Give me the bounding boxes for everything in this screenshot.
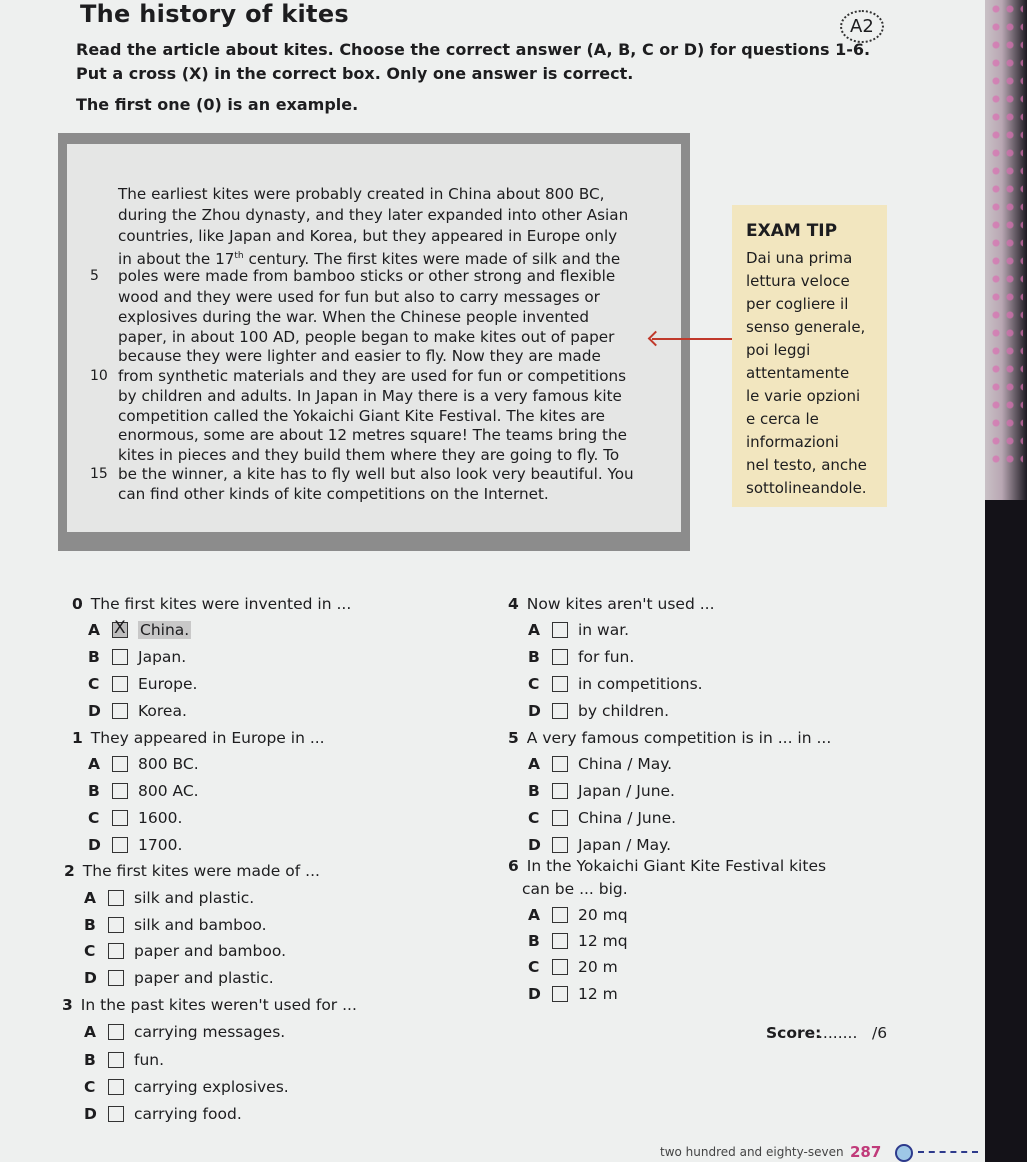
article-line: can find other kinds of kite competitions on the Internet.: [118, 485, 549, 503]
exam-tip-line: lettura veloce: [746, 272, 850, 290]
question-5: [508, 729, 831, 747]
option-0d[interactable]: [88, 702, 187, 720]
option-letter: A: [88, 621, 100, 639]
option-text: 20 m: [578, 958, 618, 976]
article-line: in about the 17th century. The first kites were made of silk and the: [118, 250, 621, 269]
option-text: silk and plastic.: [134, 889, 255, 907]
option-6c[interactable]: [528, 958, 618, 976]
option-letter: D: [88, 702, 101, 720]
option-text: paper and plastic.: [134, 969, 274, 987]
question-4: [508, 595, 715, 613]
score-total: /6: [872, 1024, 888, 1042]
answer-checkbox[interactable]: [108, 970, 124, 986]
answer-checkbox[interactable]: [108, 917, 124, 933]
article-line: be the winner, a kite has to fly well but also look very beautiful. You: [118, 465, 634, 483]
answer-checkbox[interactable]: [108, 943, 124, 959]
answer-checkbox[interactable]: [552, 810, 568, 826]
dark-background: [985, 500, 1027, 1162]
option-4a[interactable]: [528, 621, 629, 639]
score-label: Score:: [766, 1024, 822, 1042]
line-number: 15: [90, 466, 108, 482]
answer-checkbox[interactable]: [552, 756, 568, 772]
exam-tip-line: le varie opzioni: [746, 387, 861, 405]
option-letter: A: [528, 906, 540, 924]
option-letter: C: [88, 675, 100, 693]
answer-checkbox[interactable]: [552, 837, 568, 853]
option-letter: D: [84, 1105, 97, 1123]
arrow-icon: [652, 338, 732, 340]
option-1c[interactable]: [88, 809, 182, 827]
instruction-3: The first one (0) is an example.: [76, 95, 359, 114]
article-line: wood and they were used for fun but also to carry messages or: [118, 288, 600, 306]
answer-checkbox[interactable]: [552, 933, 568, 949]
answer-checkbox[interactable]: [552, 783, 568, 799]
exam-tip-line: per cogliere il: [746, 295, 849, 313]
option-letter: D: [88, 836, 101, 854]
article-line: competition called the Yokaichi Giant Kite Festival. The kites are: [118, 407, 606, 425]
question-number: 1: [72, 729, 83, 747]
answer-checkbox[interactable]: [112, 703, 128, 719]
option-6d[interactable]: [528, 985, 618, 1003]
level-badge: A2: [840, 10, 884, 43]
instruction-1: Read the article about kites. Choose the correct answer (A, B, C or D) for questions 1-6.: [76, 40, 871, 59]
exam-tip-line: attentamente: [746, 364, 850, 382]
question-number: 5: [508, 729, 519, 747]
option-text: Korea.: [138, 702, 187, 720]
answer-checkbox[interactable]: [108, 1106, 124, 1122]
page-circle-icon: [895, 1144, 913, 1162]
option-1b[interactable]: [88, 782, 199, 800]
question-3: [62, 996, 357, 1014]
exam-tip-line: senso generale,: [746, 318, 866, 336]
option-5b[interactable]: [528, 782, 675, 800]
option-3d[interactable]: [84, 1105, 242, 1123]
answer-checkbox[interactable]: [108, 890, 124, 906]
option-4d[interactable]: [528, 702, 669, 720]
option-letter: C: [528, 675, 540, 693]
question-number: 4: [508, 595, 519, 613]
option-text: Europe.: [138, 675, 198, 693]
question-6: [508, 857, 826, 875]
option-letter: A: [84, 1023, 96, 1041]
answer-checkbox[interactable]: [112, 649, 128, 665]
option-1d[interactable]: [88, 836, 182, 854]
option-3c[interactable]: [84, 1078, 289, 1096]
option-3b[interactable]: [84, 1051, 164, 1069]
question-0: [72, 595, 351, 613]
option-text: Japan / June.: [578, 782, 675, 800]
question-number: 0: [72, 595, 83, 613]
option-2d[interactable]: [84, 969, 274, 987]
question-text: A very famous competition is in ... in ...: [526, 729, 832, 747]
answer-checkbox[interactable]: [108, 1024, 124, 1040]
answer-checkbox[interactable]: [108, 1052, 124, 1068]
exam-tip-line: sottolineandole.: [746, 479, 867, 497]
option-1a[interactable]: [88, 755, 199, 773]
option-3a[interactable]: [84, 1023, 285, 1041]
option-letter: B: [528, 648, 540, 666]
option-letter: C: [528, 809, 540, 827]
option-2c[interactable]: [84, 942, 286, 960]
option-4c[interactable]: [528, 675, 703, 693]
option-text: 12 m: [578, 985, 618, 1003]
option-text: 1700.: [138, 836, 183, 854]
option-text: fun.: [134, 1051, 165, 1069]
option-text: China / June.: [578, 809, 677, 827]
option-letter: B: [528, 932, 540, 950]
article-line: paper, in about 100 AD, people began to make kites out of paper: [118, 328, 615, 346]
option-letter: D: [528, 702, 541, 720]
question-number: 2: [64, 862, 75, 880]
answer-checkbox[interactable]: [552, 703, 568, 719]
option-4b[interactable]: [528, 648, 634, 666]
option-text: for fun.: [578, 648, 635, 666]
answer-checkbox[interactable]: [552, 676, 568, 692]
score-blank[interactable]: ........: [818, 1024, 858, 1042]
option-text: carrying explosives.: [134, 1078, 289, 1096]
answer-checkbox[interactable]: [112, 618, 128, 638]
instruction-2: Put a cross (X) in the correct box. Only one answer is correct.: [76, 64, 634, 83]
question-text: They appeared in Europe in ...: [90, 729, 325, 747]
exam-tip-line: e cerca le: [746, 410, 819, 428]
answer-checkbox[interactable]: [552, 622, 568, 638]
option-letter: D: [528, 836, 541, 854]
option-letter: C: [528, 958, 540, 976]
option-letter: D: [528, 985, 541, 1003]
exam-tip-line: nel testo, anche: [746, 456, 867, 474]
page-number: 287: [850, 1143, 882, 1161]
article-line: by children and adults. In Japan in May there is a very famous kite: [118, 387, 622, 405]
article-line: explosives during the war. When the Chinese people invented: [118, 308, 589, 326]
question-text: In the Yokaichi Giant Kite Festival kites: [526, 857, 827, 875]
question-text: In the past kites weren't used for ...: [80, 996, 357, 1014]
exam-tip-line: informazioni: [746, 433, 839, 451]
option-text: carrying messages.: [134, 1023, 286, 1041]
question-2: [64, 862, 320, 880]
exam-tip-line: Dai una prima: [746, 249, 853, 267]
option-text: in competitions.: [578, 675, 703, 693]
article-line: during the Zhou dynasty, and they later expanded into other Asian: [118, 206, 629, 224]
fabric-pattern: [989, 0, 1023, 470]
option-5d[interactable]: [528, 836, 671, 854]
option-text: by children.: [578, 702, 670, 720]
answer-checkbox[interactable]: [112, 837, 128, 853]
page-footer-text: two hundred and eighty-seven: [660, 1145, 844, 1159]
option-letter: C: [84, 942, 96, 960]
option-6b[interactable]: [528, 932, 628, 950]
answer-checkbox[interactable]: [552, 986, 568, 1002]
answer-checkbox[interactable]: [112, 676, 128, 692]
answer-checkbox[interactable]: [552, 649, 568, 665]
question-number: 3: [62, 996, 73, 1014]
background-edge: [985, 0, 1027, 1162]
answer-checkbox[interactable]: [108, 1079, 124, 1095]
option-letter: A: [88, 755, 100, 773]
line-number: 10: [90, 368, 108, 384]
option-letter: D: [84, 969, 97, 987]
option-text: Japan / May.: [578, 836, 672, 854]
article-line: because they were lighter and easier to fly. Now they are made: [118, 347, 601, 365]
article-line: kites in pieces and they build them where they are going to fly. To: [118, 446, 620, 464]
option-letter: A: [84, 889, 96, 907]
page-title: The history of kites: [80, 0, 349, 28]
option-text: Japan.: [138, 648, 187, 666]
question-6-continued: can be ... big.: [522, 880, 628, 898]
option-letter: B: [84, 916, 96, 934]
question-number: 6: [508, 857, 519, 875]
option-text: 800 AC.: [138, 782, 199, 800]
answer-checkbox[interactable]: [112, 810, 128, 826]
answer-checkbox[interactable]: [112, 783, 128, 799]
answer-checkbox[interactable]: [112, 756, 128, 772]
option-letter: B: [88, 782, 100, 800]
option-text: 12 mq: [578, 932, 628, 950]
exam-tip-line: poi leggi: [746, 341, 811, 359]
option-text: silk and bamboo.: [134, 916, 267, 934]
answer-checkbox[interactable]: [552, 959, 568, 975]
option-2a[interactable]: [84, 889, 254, 907]
option-text: 20 mq: [578, 906, 628, 924]
answer-checkbox[interactable]: [552, 907, 568, 923]
exam-tip-heading: EXAM TIP: [746, 221, 838, 241]
option-letter: C: [88, 809, 100, 827]
option-text: carrying food.: [134, 1105, 242, 1123]
line-number: 5: [90, 268, 99, 284]
option-letter: B: [528, 782, 540, 800]
option-0c[interactable]: [88, 675, 197, 693]
article-line: poles were made from bamboo sticks or other strong and flexible: [118, 267, 616, 285]
option-text: 1600.: [138, 809, 183, 827]
option-0b[interactable]: [88, 648, 186, 666]
option-letter: A: [528, 755, 540, 773]
option-0a[interactable]: [88, 618, 191, 639]
option-5c[interactable]: [528, 809, 676, 827]
option-letter: A: [528, 621, 540, 639]
option-text: 800 BC.: [138, 755, 199, 773]
option-2b[interactable]: [84, 916, 267, 934]
option-letter: B: [84, 1051, 96, 1069]
question-text: The first kites were invented in ...: [90, 595, 352, 613]
option-letter: B: [88, 648, 100, 666]
option-text: paper and bamboo.: [134, 942, 286, 960]
article-line: countries, like Japan and Korea, but they appeared in Europe only: [118, 227, 618, 245]
article-line: The earliest kites were probably created in China about 800 BC,: [118, 185, 605, 203]
article-line: from synthetic materials and they are used for fun or competitions: [118, 367, 627, 385]
option-letter: C: [84, 1078, 96, 1096]
divider: [918, 1151, 978, 1153]
question-text: Now kites aren't used ...: [526, 595, 715, 613]
question-1: [72, 729, 325, 747]
option-5a[interactable]: [528, 755, 672, 773]
cross-mark: X: [114, 618, 126, 638]
option-text: China / May.: [578, 755, 673, 773]
option-text: in war.: [578, 621, 630, 639]
article-line: enormous, some are about 12 metres square! The teams bring the: [118, 426, 627, 444]
question-text: The first kites were made of ...: [82, 862, 320, 880]
option-text: China.: [140, 621, 190, 639]
option-6a[interactable]: [528, 906, 628, 924]
